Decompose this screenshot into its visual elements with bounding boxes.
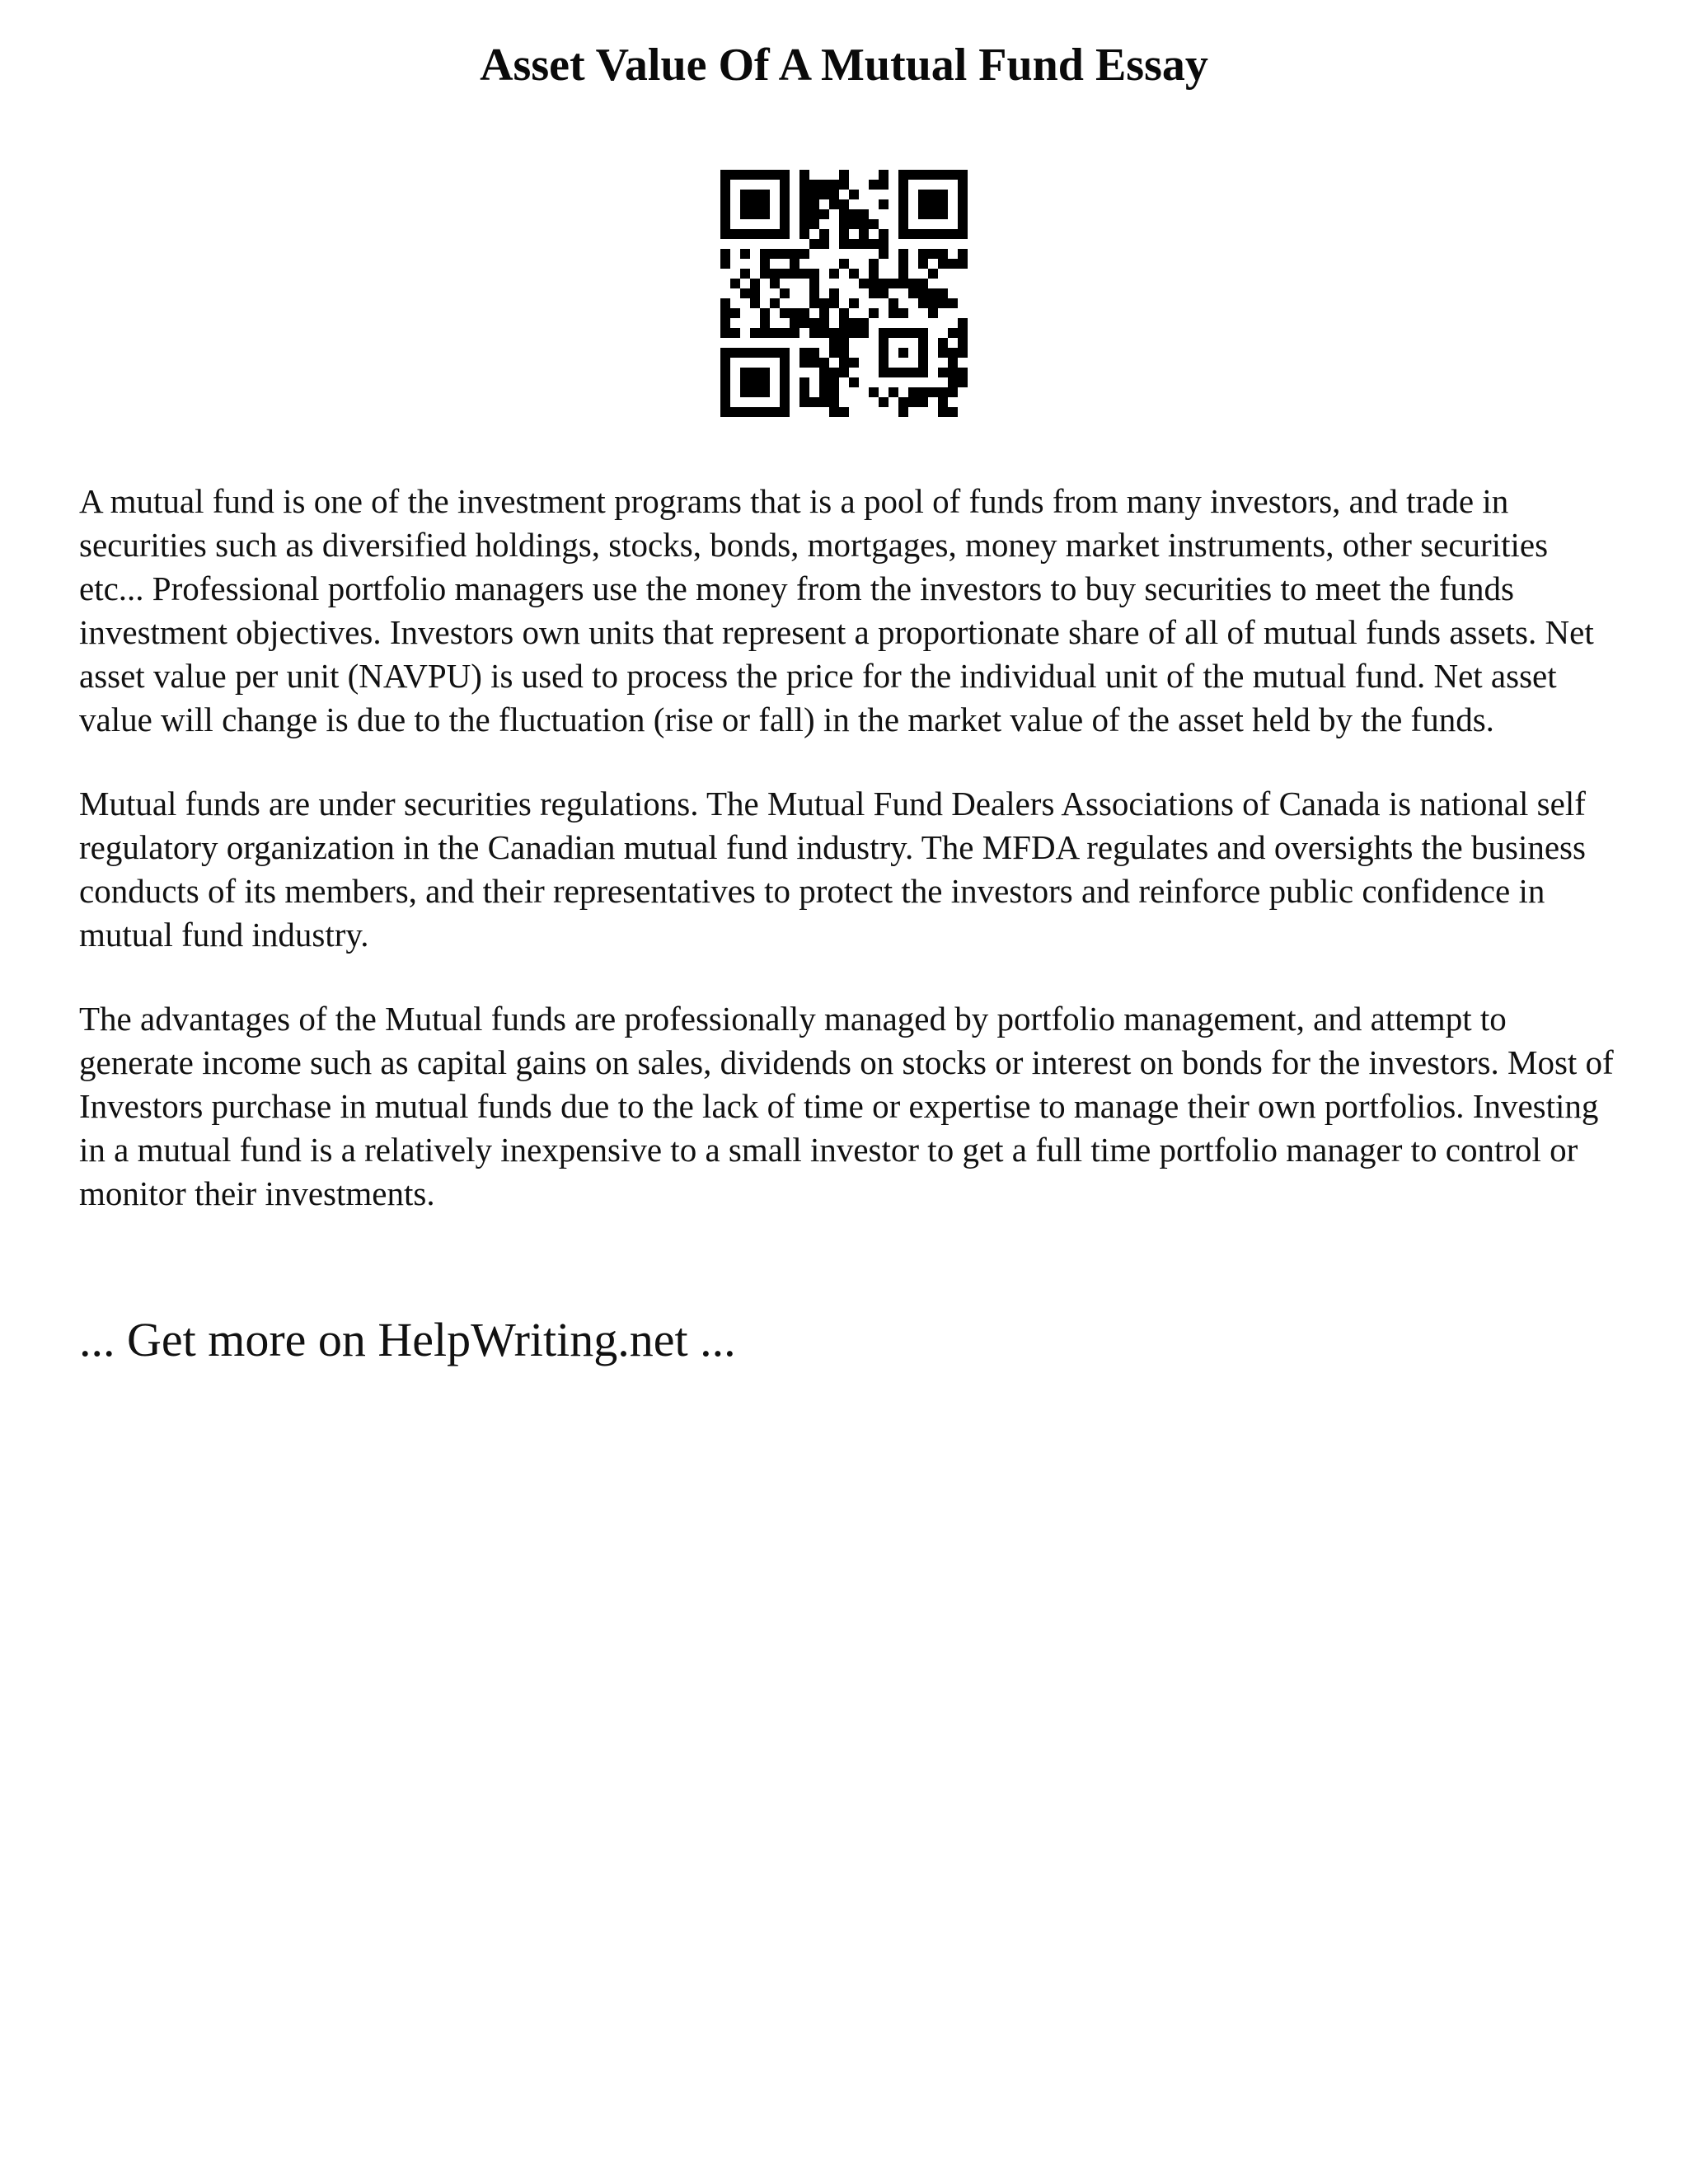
paragraph: A mutual fund is one of the investment programs that is a pool of funds from many investors, and trade in securities such as diversified holdings, stocks, bonds, mortgages, money market instruments, other securities etc... Professional portfolio managers use the money from the investors to buy securities to meet the funds investment objectives. Investors own units that represent a proportionate share of all of mutual funds assets. Net asset value per unit (NAVPU) is used to process the price for the individual unit of the mutual fund. Net asset value will change is due to the fluctuation (rise or fall) in the market value of the asset held by the funds. <box>79 482 1594 738</box>
page-title: Asset Value Of A Mutual Fund Essay <box>480 40 1208 91</box>
paragraph: The advantages of the Mutual funds are professionally managed by portfolio management, and attempt to generate income such as capital gains on sales, dividends on stocks or interest on bonds for the investors. Most of Investors purchase in mutual funds due to the lack of time or expertise to manage their own portfolios. Investing in a mutual fund is a relatively inexpensive to a small investor to get a full time portfolio manager to control or monitor their investments. <box>79 1000 1614 1212</box>
paragraph: Mutual funds are under securities regulations. The Mutual Fund Dealers Associations of Canada is national self regulatory organization in the Canadian mutual fund industry. The MFDA regulates and oversights the business conducts of its members, and their representatives to protect the investors and reinforce public confidence in mutual fund industry. <box>79 785 1586 954</box>
qr-code-icon <box>720 170 968 417</box>
get-more-link[interactable]: ... Get more on HelpWriting.net ... <box>79 1313 736 1366</box>
essay-body <box>79 480 1620 1256</box>
